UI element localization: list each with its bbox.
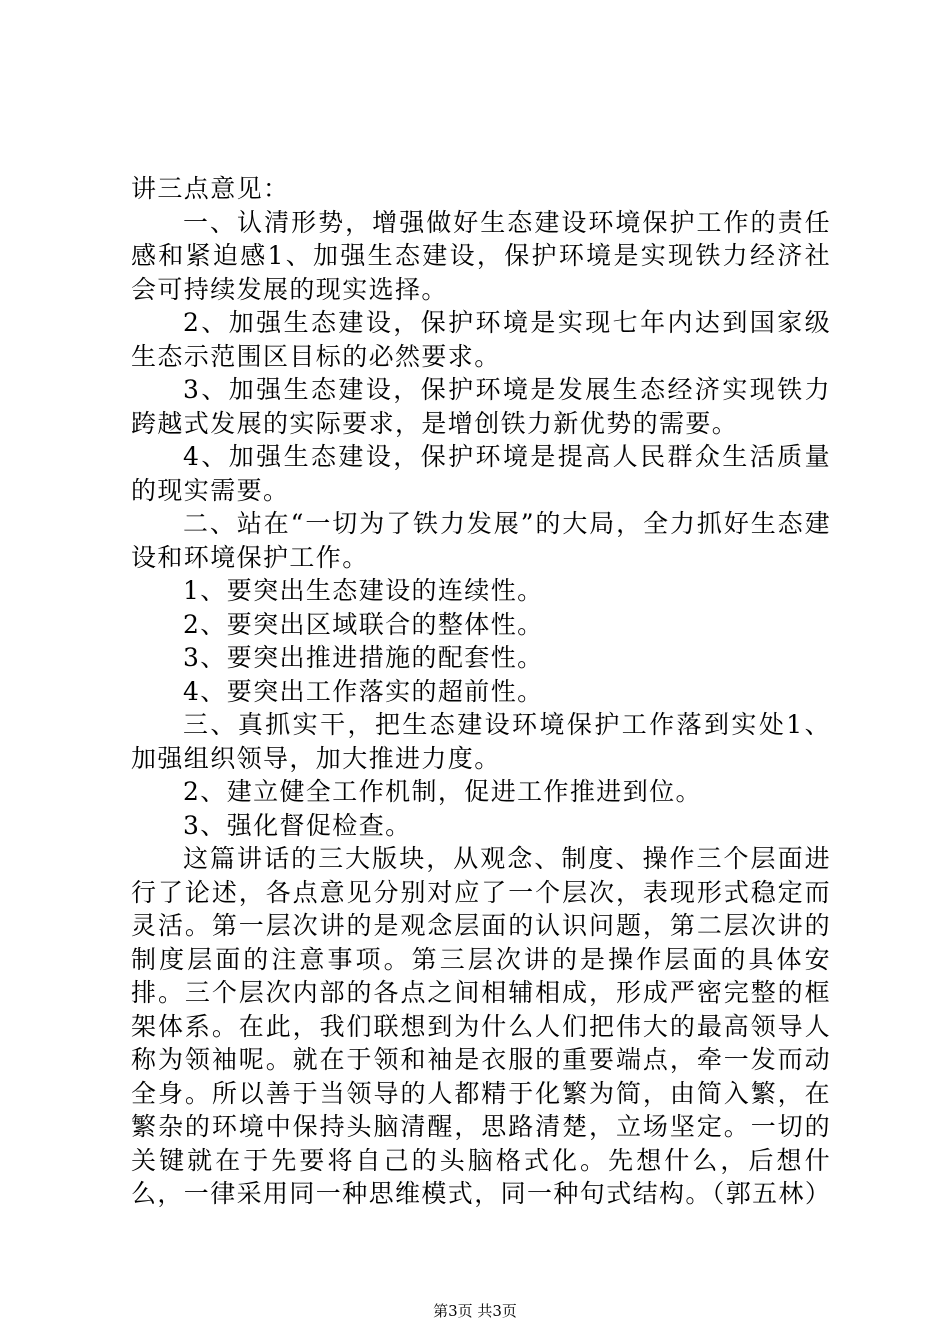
paragraph-item-1-3: 3、加强生态建设，保护环境是发展生态经济实现铁力跨越式发展的实际要求，是增创铁力新优势的需要。 — [131, 375, 831, 438]
paragraph-item-3-3: 3、强化督促检查。 — [183, 810, 412, 840]
paragraph-item-2-1: 1、要突出生态建设的连续性。 — [183, 576, 544, 605]
paragraph-section-3-heading: 三、真抓实干，把生态建设环境保护工作落到实处1、加强组织领导，加大推进力度。 — [131, 710, 831, 773]
paragraph-section-2-heading: 二、站在“一切为了铁力发展”的大局，全力抓好生态建设和环境保护工作。 — [131, 509, 831, 572]
paragraph-item-1-2: 2、加强生态建设，保护环境是实现七年内达到国家级生态示范围区目标的必然要求。 — [131, 308, 831, 371]
paragraph-item-1-4: 4、加强生态建设，保护环境是提高人民群众生活质量的现实需要。 — [131, 442, 831, 505]
paragraph-item-2-3: 3、要突出推进措施的配套性。 — [183, 643, 544, 672]
paragraph-section-1-heading: 一、认清形势，增强做好生态建设环境保护工作的责任感和紧迫感1、加强生态建设，保护环境是实现铁力经济社会可持续发展的现实选择。 — [131, 207, 831, 304]
paragraph-commentary: 这篇讲话的三大版块，从观念、制度、操作三个层面进行了论述，各点意见分别对应了一个层次，表现形式稳定而灵活。第一层次讲的是观念层面的认识问题，第二层次讲的制度层面的注意事项。第三层次讲的是操作层面的具体安排。三个层次内部的各点之间相辅相成，形成严密完整的框架体系。在此，我们联想到为什么人们把伟大的最高领导人称为领袖呢。就在于领和袖是衣服的重要端点，牵一发而动全身。所以善于当领导的人都精于化繁为简，由简入繁，在繁杂的环境中保持头脑清醒，思路清楚，立场坚定。一切的关键就在于先要将自己的头脑格式化。先想什么，后想什么，一律采用同一种思维模式，同一种句式结构。（郭五林） — [131, 844, 832, 1208]
page-number-footer: 第3页 共3页 — [433, 1302, 517, 1320]
paragraph-item-3-2: 2、建立健全工作机制，促进工作推进到位。 — [183, 777, 702, 806]
paragraph-item-2-2: 2、要突出区域联合的整体性。 — [183, 609, 544, 639]
document-body — [131, 172, 831, 1211]
paragraph-item-2-4: 4、要突出工作落实的超前性。 — [183, 676, 544, 706]
paragraph-intro: 讲三点意见： — [131, 174, 290, 203]
